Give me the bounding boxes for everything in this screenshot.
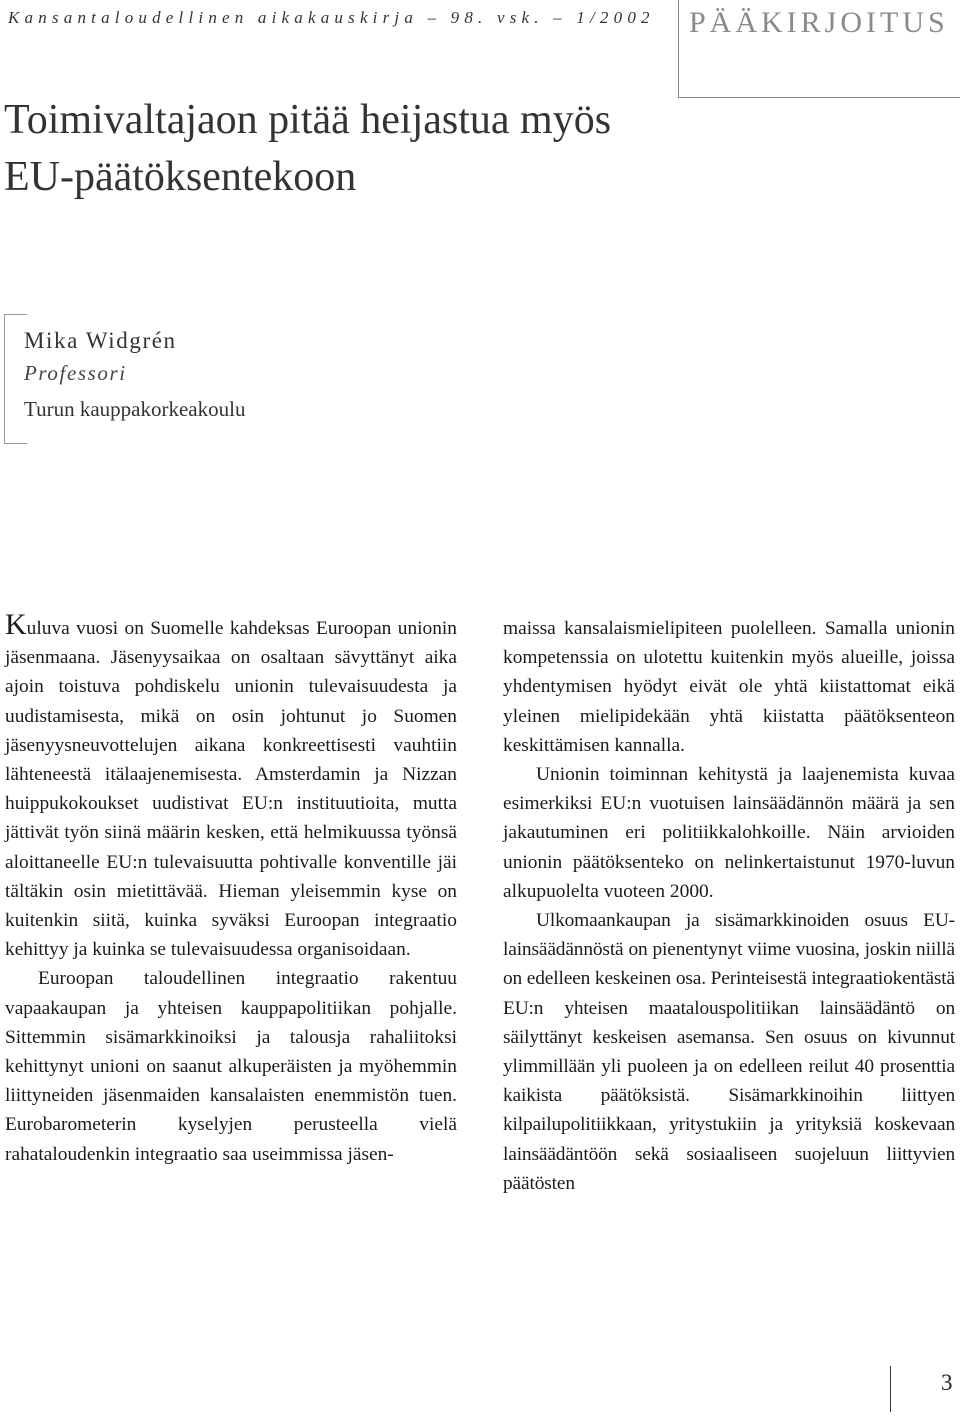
drop-cap: K: [5, 608, 27, 641]
body-paragraph-1: [5, 608, 457, 964]
page-number: 3: [941, 1370, 953, 1395]
body-paragraph-5: Ulkomaankaupan ja sisämarkkinoiden osuus EU-lainsäädännöstä on pienentynyt viime vuosina, joskin niillä on edelleen keskeinen osa. Perinteisestä integraatiokentästä EU:n yhteisen maatalouspolitiikan lainsäädäntö on säilyttänyt keskeisen asemansa. Sen osuus on kivunnut ylimmillään yli puoleen ja on edelleen reilut 40 prosenttia kaikista päätöksistä. Sisämarkkinoihin liittyen kilpailupolitiikkaan, yritystukiin ja yrityksiä koskevaan lainsäädäntöön sekä sosiaaliseen suojeluun liittyvien päätösten: [503, 910, 955, 1194]
article-title: Toimivaltajaon pitää heijastua myös EU-päätöksentekoon: [4, 97, 612, 200]
body-paragraph-3: maissa kansalaismielipiteen puolelleen. Samalla unionin kompetenssia on ulotettu kuitenkin myös alueille, joissa yhdentymisen hyödyt eivät ole yhtä kiistattomat eikä yleinen mielipidekään yhtä kiistatta päätöksenteon keskittämisen kannalla.: [503, 618, 955, 756]
paragraph-1-text: uluva vuosi on Suomelle kahdeksas Euroopan unionin jäsenmaana. Jäsenyysaikaa on osaltaan sävyttänyt aika ajoin toistuva pohdiskelu unionin tulevaisuudesta ja uudistamisesta, mikä on osin johtunut jo Suomen jäsenyysneuvottelujen aikana konkreettisesti vauhtiin lähteneestä itälaajenemisesta. Amsterdamin ja Nizzan huippukokoukset uudistivat EU:n instituutioita, mutta jättivät työn siinä määrin kesken, että helmikuussa työnsä aloittaneelle EU:n tulevaisuutta pohtivalle konventille jäi tältäkin osin mietittävää. Hieman yleisemmin kyse on kuitenkin siitä, kuinka syväksi Euroopan integraatio kehittyy ja kuinka se tulevaisuudessa organisoidaan.: [5, 618, 457, 961]
body-column-right: [503, 614, 955, 1198]
body-column-left: [5, 608, 457, 1169]
author-affiliation: Turun kauppakorkeakoulu: [24, 397, 246, 421]
section-label-box: [678, 0, 960, 98]
page-number-rule: [890, 1366, 891, 1412]
body-paragraph-2: Euroopan taloudellinen integraatio rakentuu vapaakaupan ja yhteisen kauppapolitiikan pohjalle. Sittemmin sisämarkkinoiksi ja talousja rahaliitoksi kehittynyt unioni on saanut alkuperäisten ja myöhemmin liittyneiden jäsenmaiden kansalaisten enemmistön tuen. Eurobarometerin kyselyjen perusteella vielä rahataloudenkin integraatio saa useimmissa jäsen-: [5, 968, 457, 1165]
section-label: PÄÄKIRJOITUS: [689, 6, 949, 39]
author-name: Mika Widgrén: [24, 328, 177, 353]
body-paragraph-4: Unionin toiminnan kehitystä ja laajenemista kuvaa esimerkiksi EU:n vuotuisen lainsäädännön määrä ja sen jakautuminen eri politiikkalohkoille. Näin arvioiden unionin päätöksenteko on nelinkertaistunut 1970-luvun alkupuolelta vuoteen 2000.: [503, 764, 955, 902]
author-title: Professori: [24, 361, 127, 385]
journal-header: Kansantaloudellinen aikakauskirja – 98. vsk. – 1/2002: [8, 8, 655, 27]
